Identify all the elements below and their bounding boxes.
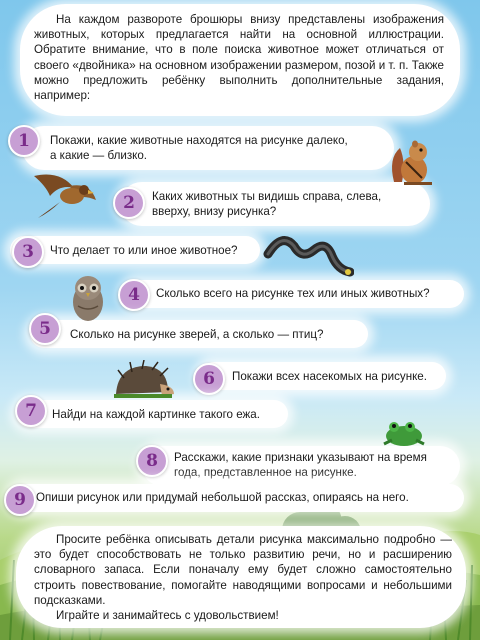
hedgehog-icon <box>110 360 176 402</box>
question-6-text: Покажи всех насекомых на рисунке. <box>232 370 427 383</box>
question-5-text: Сколько на рисунке зверей, а сколько — птиц? <box>70 328 324 341</box>
chipmunk-icon <box>388 138 434 186</box>
question-9-badge: 9 <box>4 484 36 516</box>
question-3-text: Что делает то или иное животное? <box>50 244 238 257</box>
outro-paragraph-1: Просите ребёнка описывать детали рисунка максимально подробно — это будет способствовать не только развитию речи, но и расширению словарного запаса. Если поначалу ему будет сложно самостоятельно строить повествование, помогайте наводящими вопросами и небольшими подсказками. <box>34 533 452 607</box>
question-4-text: Сколько всего на рисунке тех или иных животных? <box>156 287 430 300</box>
question-5-badge: 5 <box>29 313 61 345</box>
intro-paragraph: На каждом развороте брошюры внизу представлены изображения животных, которых предлагается найти на основной иллюстрации. Обратите внимание, что в поле поиска животное может отличаться от своего «двойника» на основном изображении размером, позой и т. п. Также можно предложить ребёнку выполнить дополнительные задания, например: <box>34 13 444 103</box>
question-7-badge: 7 <box>15 395 47 427</box>
question-1-text: Покажи, какие животные находятся на рисунке далеко, а какие — близко. <box>50 134 348 162</box>
snake-icon <box>262 226 354 280</box>
outro-paragraphs <box>34 532 452 623</box>
question-2-badge: 2 <box>113 187 145 219</box>
question-9-text: Опиши рисунок или придумай небольшой рассказ, опираясь на него. <box>36 491 409 504</box>
question-6-badge: 6 <box>193 363 225 395</box>
question-7-text: Найди на каждой картинке такого ежа. <box>52 408 260 421</box>
hawk-icon <box>30 166 100 222</box>
question-8-badge: 8 <box>136 445 168 477</box>
outro-paragraph-2: Играйте и занимайтесь с удовольствием! <box>56 609 279 623</box>
question-3-badge: 3 <box>12 236 44 268</box>
question-2-text: Каких животных ты видишь справа, слева, вверху, внизу рисунка? <box>152 190 382 218</box>
question-1-badge: 1 <box>8 125 40 157</box>
question-8-text: Расскажи, какие признаки указывают на время года, представленное на рисунке. <box>174 451 427 479</box>
question-4-badge: 4 <box>118 279 150 311</box>
owl-icon <box>68 272 108 324</box>
frog-icon <box>380 418 428 448</box>
